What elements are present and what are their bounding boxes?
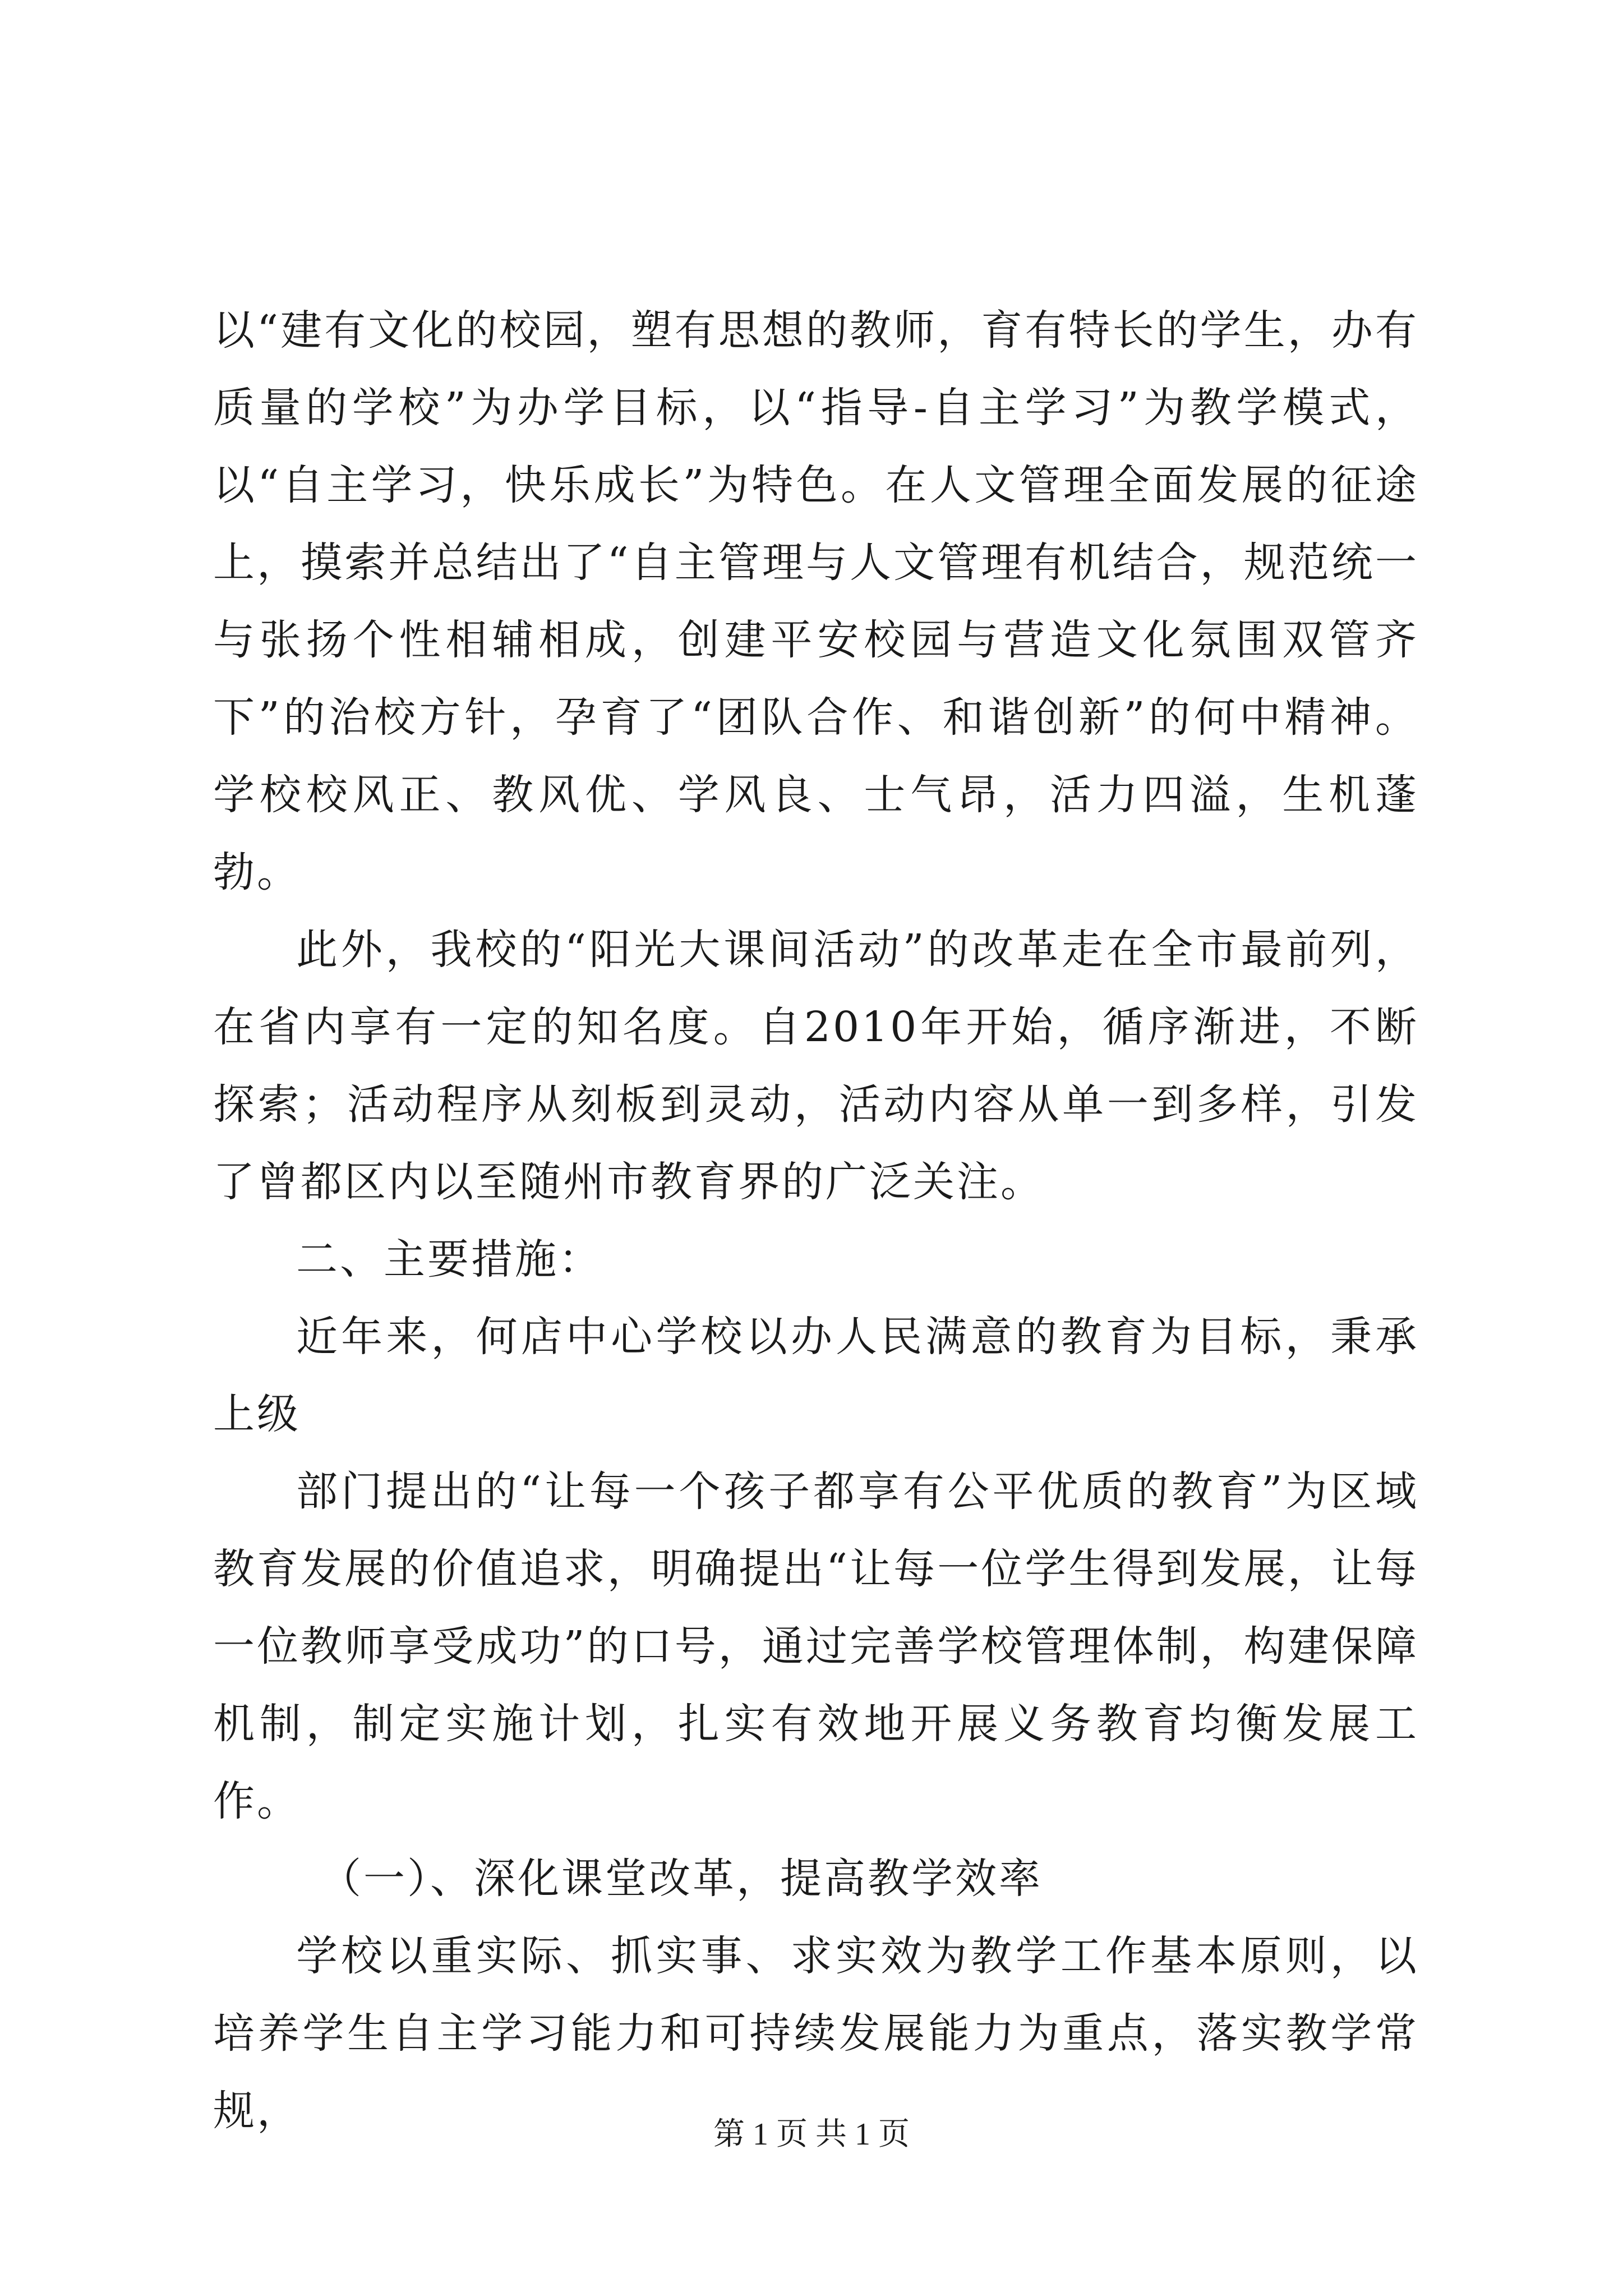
paragraph-sunshine-activity: 此外，我校的“阳光大课间活动”的改革走在全市最前列，在省内享有一定的知名度。自2010年开始，循序渐进，不断探索；活动程序从刻板到灵动，活动内容从单一到多样，引发了曾都区内以至随州市教育界的广泛关注。 xyxy=(213,926,1419,1206)
subsection-heading-classroom-reform: （一）、深化课堂改革，提高教学效率 xyxy=(320,1855,1043,1903)
document-body xyxy=(213,292,1419,2150)
paragraph-department-goals: 部门提出的“让每一个孩子都享有公平优质的教育”为区域教育发展的价值追求，明确提出“让每一位学生得到发展，让每一位教师享受成功”的口号，通过完善学校管理体制，构建保障机制，制定实施计划，扎实有效地开展义务教育均衡发展工作。 xyxy=(213,1467,1419,1825)
page-footer xyxy=(0,2115,1623,2154)
section-heading-main-measures: 二、主要措施： xyxy=(296,1235,602,1283)
paragraph-teaching-principles: 学校以重实际、抓实事、求实效为教学工作基本原则，以培养学生自主学习能力和可持续发展能力为重点，落实教学常规， xyxy=(213,1932,1419,2135)
page-number-label: 第 1 页 共 1 页 xyxy=(713,2117,910,2152)
paragraph-school-goals: 以“建有文化的校园，塑有思想的教师，育有特长的学生，办有质量的学校”为办学目标，以“指导-自主学习”为教学模式，以“自主学习，快乐成长”为特色。在人文管理全面发展的征途上，摸索并总结出了“自主管理与人文管理有机结合，规范统一与张扬个性相辅相成，创建平安校园与营造文化氛围双管齐下”的治校方针，孕育了“团队合作、和谐创新”的何中精神。学校校风正、教风优、学风良、士气昂，活力四溢，生机蓬勃。 xyxy=(213,306,1419,896)
paragraph-recent-years: 近年来，何店中心学校以办人民满意的教育为目标，秉承上级 xyxy=(213,1313,1419,1438)
